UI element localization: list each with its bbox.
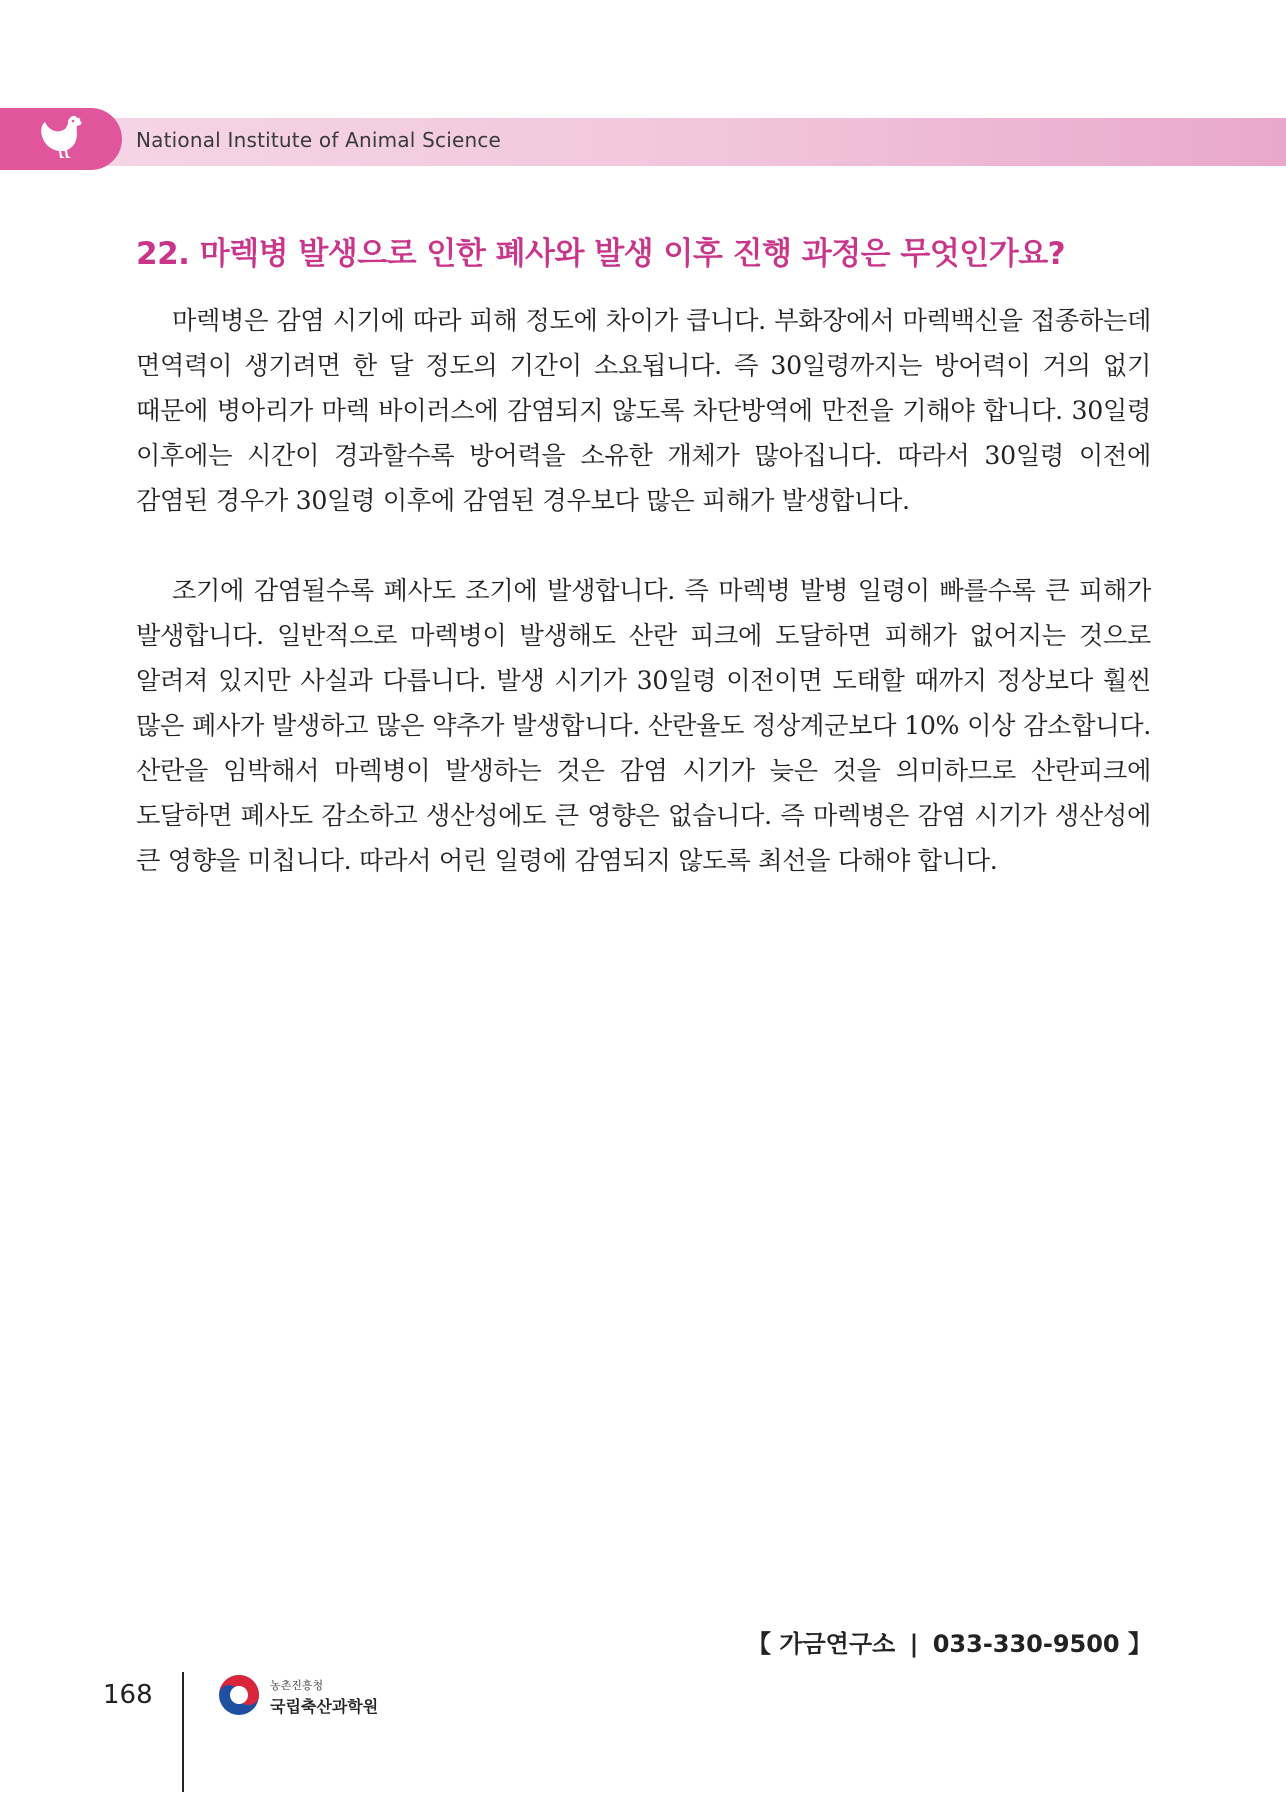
body-text xyxy=(136,298,1151,883)
header-badge xyxy=(0,108,122,170)
bracket-open: 【 xyxy=(746,1630,771,1658)
footer-divider xyxy=(182,1672,184,1792)
chicken-icon xyxy=(36,114,88,164)
paragraph-1: 마렉병은 감염 시기에 따라 피해 정도에 차이가 큽니다. 부화장에서 마렉백신을 접종하는데 면역력이 생기려면 한 달 정도의 기간이 소요됩니다. 즉 30일령까지는 방어력이 거의 없기 때문에 병아리가 마렉 바이러스에 감염되지 않도록 차단방역에 만전을 기해야 합니다. 30일령 이후에는 시간이 경과할수록 방어력을 소유한 개체가 많아집니다. 따라서 30일령 이전에 감염된 경우가 30일령 이후에 감염된 경우보다 많은 피해가 발생합니다. xyxy=(136,306,1151,515)
contact-separator: | xyxy=(909,1630,919,1658)
contact-info xyxy=(747,1624,1152,1659)
contact-phone: 033-330-9500 xyxy=(932,1630,1120,1658)
contact-org: 가금연구소 xyxy=(779,1630,896,1658)
logo-institute: 국립축산과학원 xyxy=(270,1697,379,1716)
bracket-close: 】 xyxy=(1128,1630,1152,1658)
page-title: 22. 마렉병 발생으로 인한 폐사와 발생 이후 진행 과정은 무엇인가요? xyxy=(136,236,1066,272)
page-number: 168 xyxy=(103,1680,153,1710)
institute-name: National Institute of Animal Science xyxy=(136,128,502,152)
taegeuk-emblem-icon xyxy=(218,1674,260,1716)
logo-org: 농촌진흥청 xyxy=(270,1679,324,1692)
paragraph-2: 조기에 감염될수록 폐사도 조기에 발생합니다. 즉 마렉병 발병 일령이 빠를수록 큰 피해가 발생합니다. 일반적으로 마렉병이 발생해도 산란 피크에 도달하면 피해가 없어지는 것으로 알려져 있지만 사실과 다릅니다. 발생 시기가 30일령 이전이면 도태할 때까지 정상보다 훨씬 많은 폐사가 발생하고 많은 약추가 발생합니다. 산란율도 정상계군보다 10% 이상 감소합니다. 산란을 임박해서 마렉병이 발생하는 것은 감염 시기가 늦은 것을 의미하므로 산란피크에 도달하면 폐사도 감소하고 생산성에도 큰 영향은 없습니다. 즉 마렉병은 감염 시기가 생산성에 큰 영향을 미칩니다. 따라서 어린 일령에 감염되지 않도록 최선을 다해야 합니다. xyxy=(136,576,1151,875)
